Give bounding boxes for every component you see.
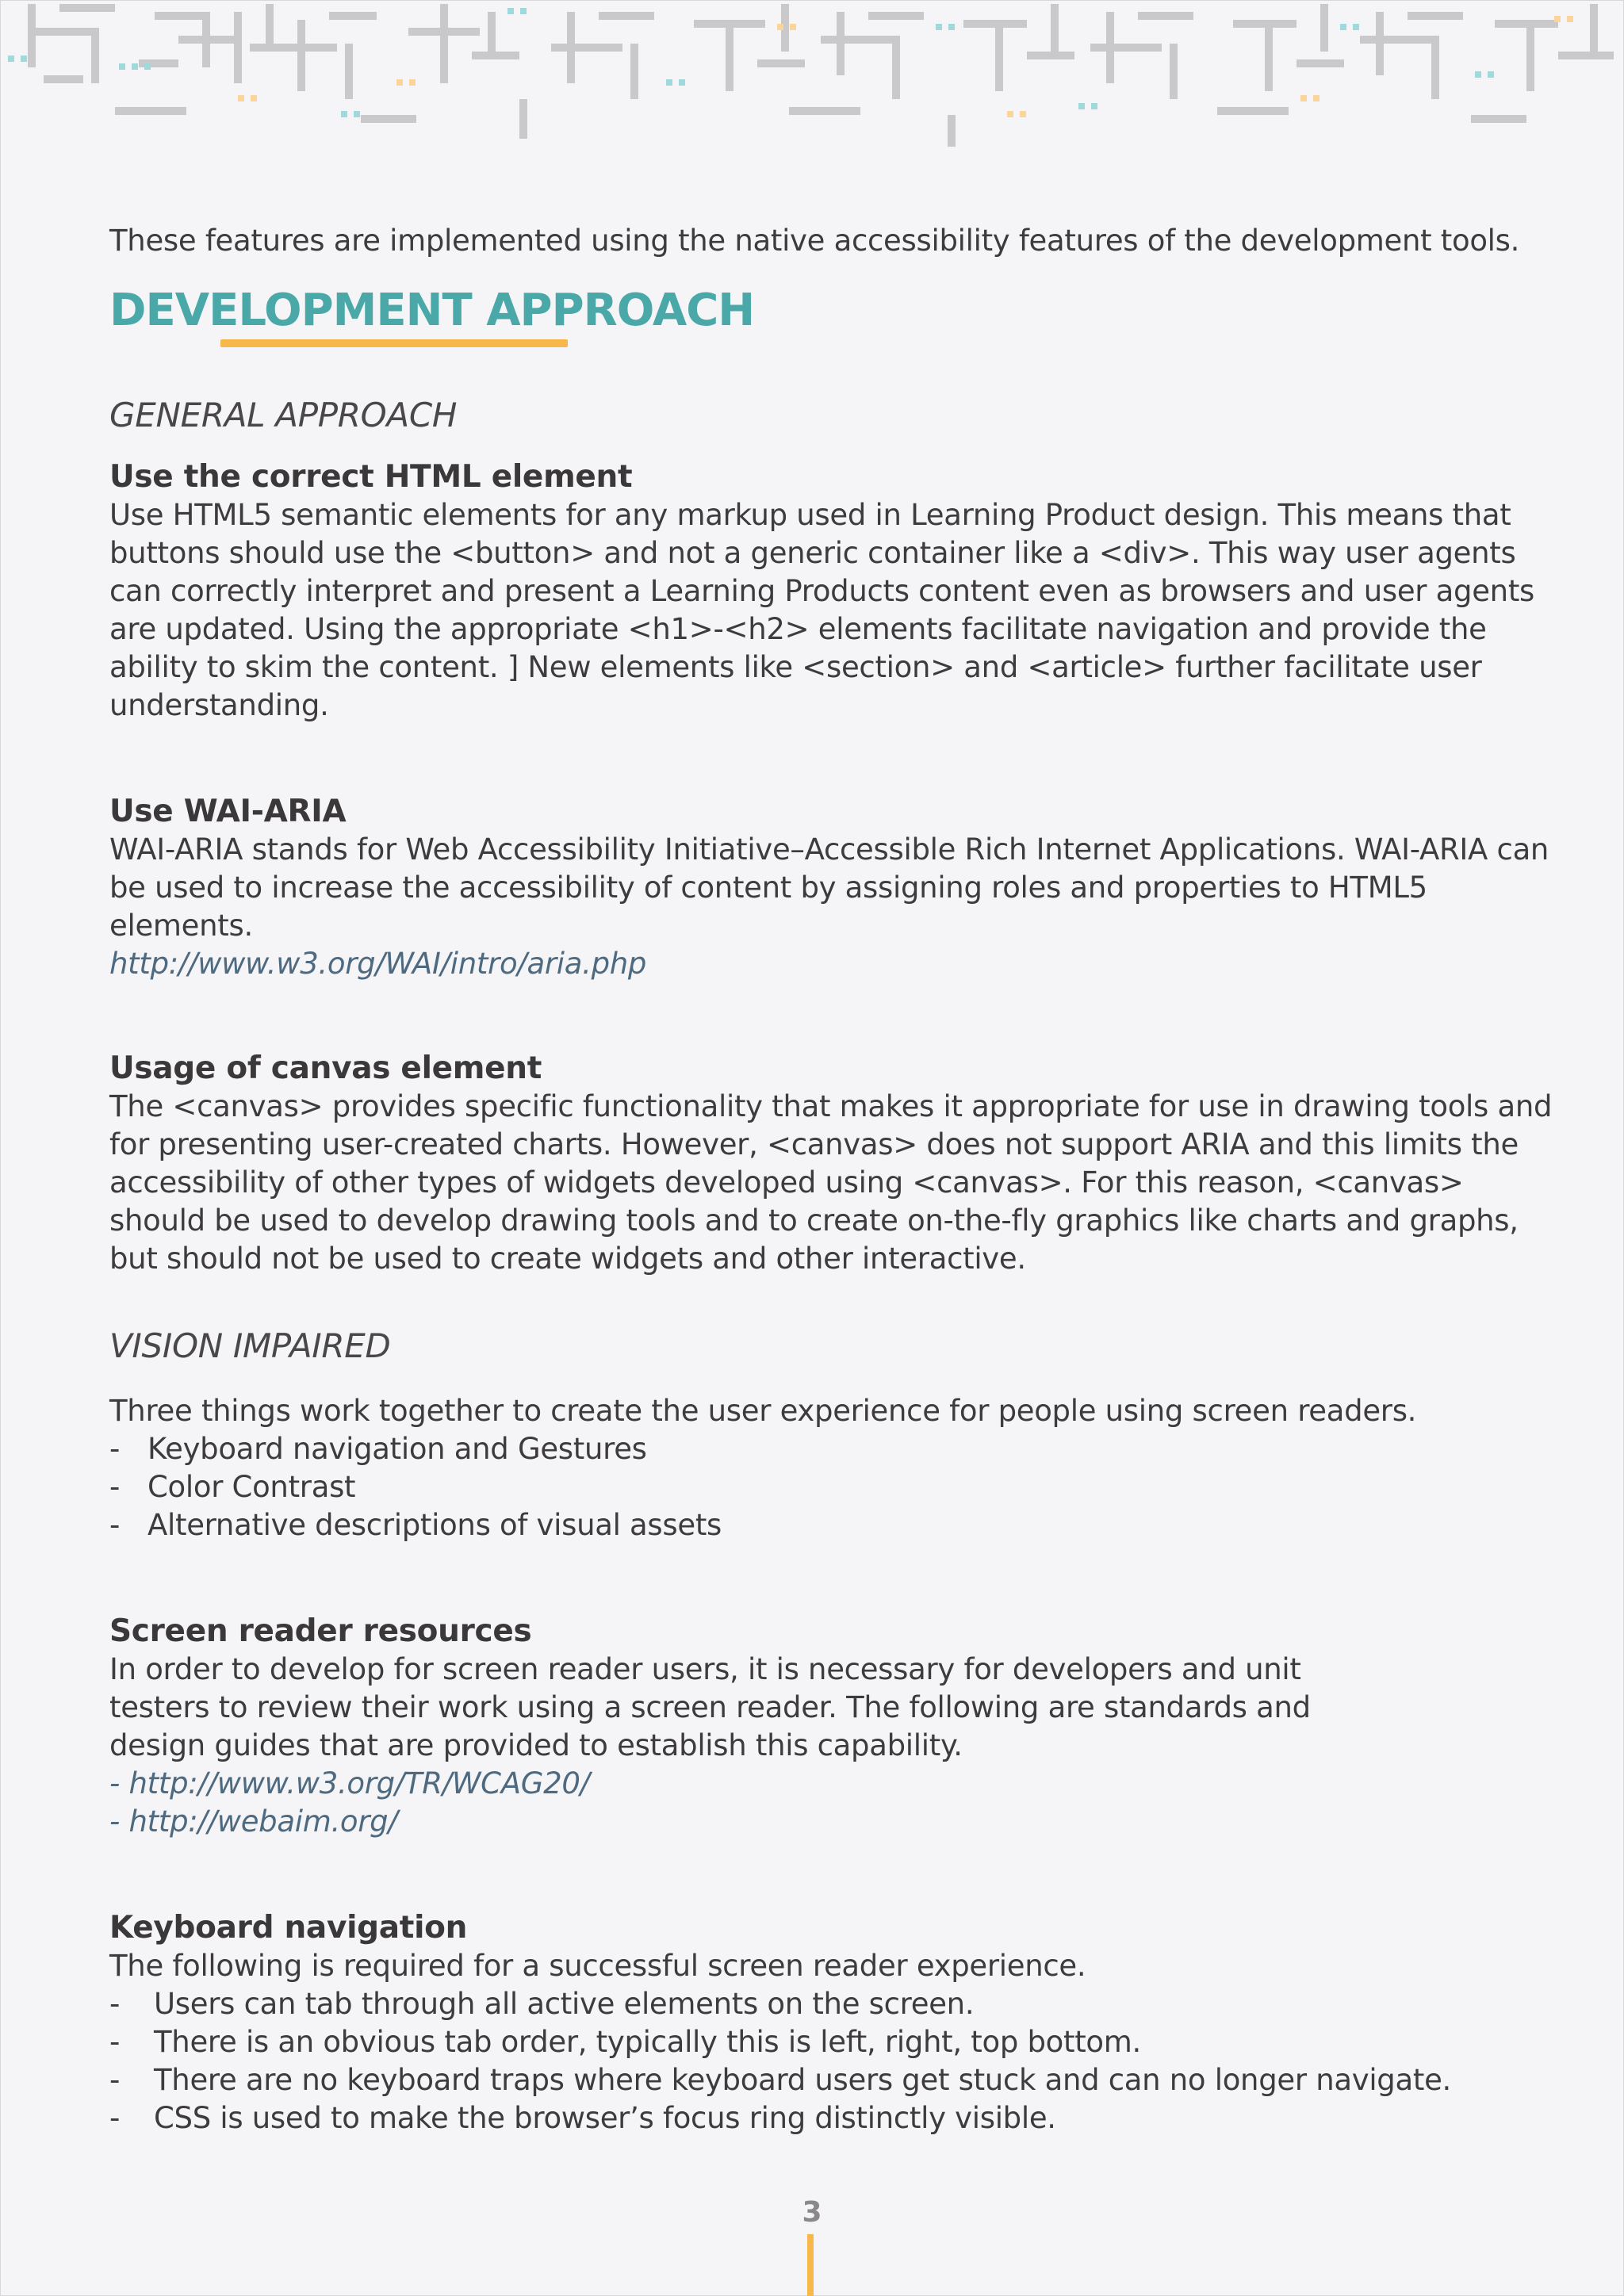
vision-impaired-heading: VISION IMPAIRED xyxy=(109,1326,391,1365)
html-element-heading: Use the correct HTML element xyxy=(109,459,633,495)
list-item: - CSS is used to make the browser’s focus ring distinctly visible. xyxy=(109,2101,1056,2135)
list-item: - There is an obvious tab order, typically this is left, right, top bottom. xyxy=(109,2025,1141,2059)
list-item: - Users can tab through all active elements on the screen. xyxy=(109,1987,975,2021)
html-element-body: Use HTML5 semantic elements for any markup used in Learning Product design. This means that buttons should use the <button> and not a generic container like a <div>. This way user agents can correctly interpret and present a Learning Products content even as browsers and user agents are updated. Using the appropriate <h1>-<h2> elements facilitate navigation and provide the ability to skim the content. ] New elements like <section> and <article> further facilitate user understanding. xyxy=(109,498,1535,722)
wai-aria-heading: Use WAI-ARIA xyxy=(109,794,347,829)
decorative-header-pattern xyxy=(0,0,1624,151)
intro-text: These features are implemented using the native accessibility features of the development tools. xyxy=(109,224,1520,258)
screen-reader-body: In order to develop for screen reader users, it is necessary for developers and unit testers to review their work using a screen reader. The following are standards and design guides that are provided to establish this capability. xyxy=(109,1652,1311,1762)
page-number-tick xyxy=(807,2234,814,2296)
wai-aria-link[interactable]: http://www.w3.org/WAI/intro/aria.php xyxy=(109,947,647,981)
wcag-link[interactable]: - http://www.w3.org/TR/WCAG20/ xyxy=(109,1766,590,1800)
list-item: - There are no keyboard traps where keyboard users get stuck and can no longer navigate. xyxy=(109,2063,1452,2097)
webaim-link[interactable]: - http://webaim.org/ xyxy=(109,1804,398,1839)
screen-reader-heading: Screen reader resources xyxy=(109,1613,532,1649)
canvas-heading: Usage of canvas element xyxy=(109,1050,542,1086)
canvas-body: The <canvas> provides specific functionality that makes it appropriate for use in drawing tools and for presenting user-created charts. However, <canvas> does not support ARIA and this limits the accessibility of other types of widgets developed using <canvas>. For this reason, <canvas> should be used to develop drawing tools and to create on-the-fly graphics like charts and graphs, but should not be used to create widgets and other interactive. xyxy=(109,1089,1553,1276)
vision-list xyxy=(109,1430,1561,1544)
section-title: DEVELOPMENT APPROACH xyxy=(109,285,755,336)
page-number: 3 xyxy=(802,2196,822,2229)
vision-intro: Three things work together to create the user experience for people using screen readers. xyxy=(109,1394,1417,1428)
title-underline xyxy=(220,339,568,347)
wai-aria-body: WAI-ARIA stands for Web Accessibility Initiative–Accessible Rich Internet Applications. WAI-ARIA can be used to increase the accessibility of content by assigning roles and properties to HTML5 elements. xyxy=(109,832,1549,943)
keyboard-navigation-heading: Keyboard navigation xyxy=(109,1910,468,1946)
list-item: - Alternative descriptions of visual assets xyxy=(109,1508,722,1542)
keyboard-list xyxy=(109,1985,1561,2137)
document-content xyxy=(109,222,1561,2137)
list-item: - Keyboard navigation and Gestures xyxy=(109,1432,647,1466)
general-approach-heading: GENERAL APPROACH xyxy=(109,396,458,434)
list-item: - Color Contrast xyxy=(109,1470,356,1504)
keyboard-intro: The following is required for a successful screen reader experience. xyxy=(109,1949,1086,1983)
